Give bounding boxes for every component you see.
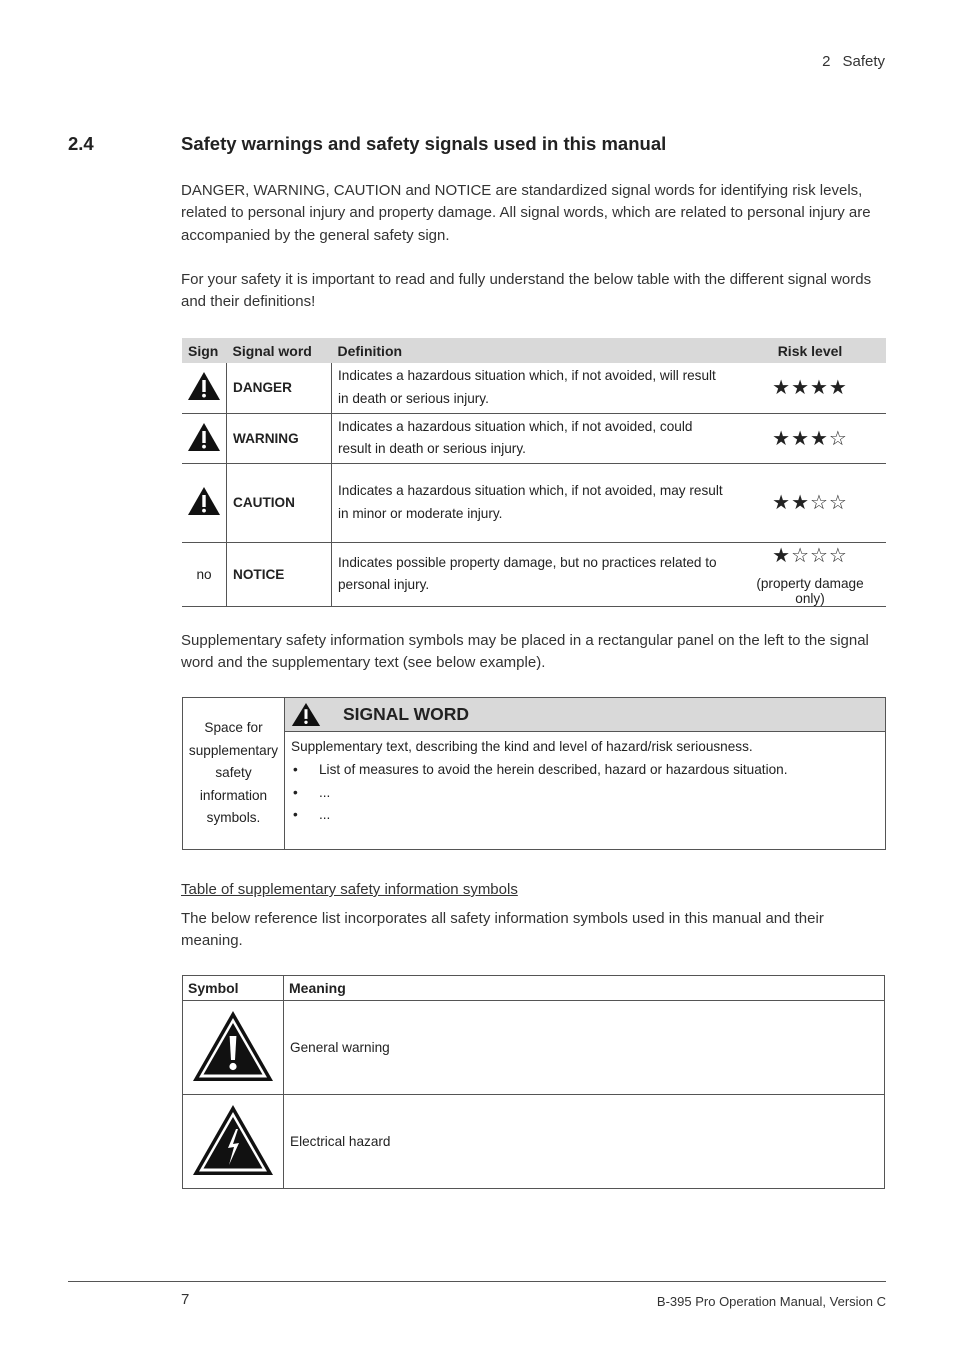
general-warning-icon [183, 1001, 284, 1095]
col-sign: Sign [182, 338, 227, 363]
symbols-intro: The below reference list incorporates all safety information symbols used in this manual and their meaning. [181, 910, 824, 950]
safety-paragraph: For your safety it is important to read and fully understand the below table with the different signal words and their definitions! [181, 271, 872, 311]
intro-paragraph: DANGER, WARNING, CAUTION and NOTICE are standardized signal words for identifying risk levels, related to personal injury and property damage. All signal words, which are related to personal injury are accompanied by the general safety sign. [181, 182, 871, 244]
definition-danger: Indicates a hazardous situation which, if not avoided, will result in death or serious injury. [332, 363, 735, 413]
symbols-table-title: Table of supplementary safety information symbols [181, 881, 518, 898]
risk-level-notice: ★☆☆☆ [772, 544, 848, 567]
table-row [183, 1095, 885, 1189]
list-item-text: List of measures to avoid the herein described, hazard or hazardous situation. [319, 762, 788, 777]
table-row [182, 542, 886, 606]
panel-symbol-space-text: Space for supplementary safety information symbols. [188, 720, 279, 826]
signal-words-table [182, 338, 886, 607]
col-definition: Definition [332, 338, 735, 363]
panel-measures-list [291, 759, 881, 827]
signal-word-warning: WARNING [227, 413, 332, 463]
list-item: • ... [293, 807, 331, 822]
risk-level-danger: ★★★★ [734, 363, 886, 413]
list-item-text: ... [319, 807, 331, 822]
sign-none: no [182, 542, 227, 606]
list-item: • List of measures to avoid the herein described, hazard or hazardous situation. [293, 762, 788, 777]
symbols-table [182, 975, 885, 1189]
chapter-title: Safety [842, 53, 885, 70]
definition-warning: Indicates a hazardous situation which, if not avoided, could result in death or serious injury. [332, 413, 735, 463]
signal-word-panel [182, 697, 886, 850]
risk-level-notice-cell [734, 542, 886, 606]
table-row [183, 1001, 885, 1095]
risk-note: (property damage only) [756, 575, 864, 606]
list-item: • ... [293, 784, 331, 800]
list-item-text: ... [319, 784, 331, 800]
document-name: B-395 Pro Operation Manual, Version C [656, 1294, 886, 1309]
signal-word-danger: DANGER [227, 363, 332, 413]
meaning-general-warning: General warning [284, 1001, 885, 1095]
warning-triangle-icon [182, 363, 227, 413]
table-row [182, 363, 886, 413]
meaning-electrical-hazard: Electrical hazard [284, 1095, 885, 1189]
signal-word-notice: NOTICE [227, 542, 332, 606]
table-header-row [183, 976, 885, 1001]
col-risk-level: Risk level [734, 338, 886, 363]
warning-triangle-icon [182, 463, 227, 542]
table-row [182, 463, 886, 542]
electrical-hazard-icon [183, 1095, 284, 1189]
col-symbol: Symbol [183, 976, 284, 1001]
signal-word-caution: CAUTION [227, 463, 332, 542]
panel-description: Supplementary text, describing the kind and level of hazard/risk seriousness. [291, 739, 753, 754]
panel-signal-word: SIGNAL WORD [343, 704, 470, 724]
panel-body [291, 735, 881, 827]
risk-level-warning: ★★★☆ [734, 413, 886, 463]
supplementary-intro: Supplementary safety information symbols may be placed in a rectangular panel on the left to the signal word and the supplementary text (see below example). [181, 632, 869, 672]
warning-triangle-icon [291, 702, 321, 732]
definition-notice: Indicates possible property damage, but no practices related to personal injury. [332, 542, 735, 606]
section-title: Safety warnings and safety signals used in this manual [181, 133, 667, 154]
page-number: 7 [181, 1291, 190, 1308]
chapter-number: 2 [822, 53, 831, 70]
table-row [182, 413, 886, 463]
risk-level-caution: ★★☆☆ [734, 463, 886, 542]
warning-triangle-icon [182, 413, 227, 463]
definition-caution: Indicates a hazardous situation which, if not avoided, may result in minor or moderate injury. [332, 463, 735, 542]
col-signal-word: Signal word [227, 338, 332, 363]
panel-symbol-space [183, 698, 285, 849]
col-meaning: Meaning [284, 976, 885, 1001]
running-header [822, 53, 885, 70]
panel-header [285, 698, 885, 732]
table-header-row [182, 338, 886, 363]
footer-divider [68, 1281, 886, 1282]
section-number: 2.4 [68, 133, 94, 154]
